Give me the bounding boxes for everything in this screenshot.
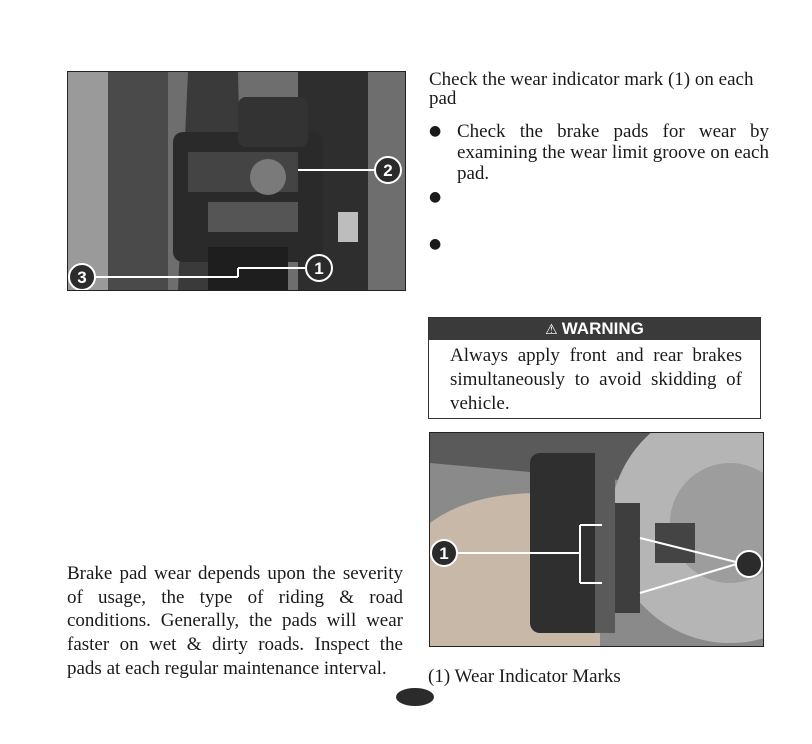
caliper-illustration: [68, 72, 405, 290]
bullet-icon: ●: [429, 123, 442, 139]
callout-1-label: 1: [439, 544, 449, 563]
figure-caption: (1) Wear Indicator Marks: [428, 666, 621, 687]
list-item: [429, 121, 769, 187]
page-number-badge: [396, 688, 434, 706]
bullet-text: Check the brake pads for wear by examining the wear limit groove on each pad.: [457, 121, 769, 184]
brake-wear-paragraph: Brake pad wear depends upon the severity of usage, the type of riding & road conditions. Generally, the pads will wear faster on wet & dirty roads. Inspect the pads at each regular maintenance interval.: [67, 563, 403, 679]
callout-2-label: 2: [383, 161, 393, 180]
list-item: [429, 187, 769, 234]
warning-title: WARNING: [561, 319, 644, 338]
warning-header: [429, 318, 760, 340]
intro-text: Check the wear indicator mark (1) on each pad: [429, 69, 754, 109]
bullet-icon: ●: [429, 189, 442, 205]
pad-illustration: [430, 433, 763, 646]
callout-2-marker: [375, 157, 401, 183]
bullet-list: [429, 121, 769, 255]
callout-3-marker: [69, 264, 95, 290]
callout-1-label: 1: [314, 259, 324, 278]
callout-1-marker: [306, 255, 332, 281]
wear-indicator-photo: [429, 432, 764, 647]
bullet-icon: ●: [429, 236, 442, 252]
callout-blank-marker: [736, 551, 762, 577]
callout-1-marker: [431, 540, 457, 566]
callout-3-label: 3: [77, 268, 87, 287]
brake-caliper-photo: [67, 71, 406, 291]
list-item: [429, 234, 769, 255]
warning-icon: ⚠: [545, 321, 558, 337]
warning-body: Always apply front and rear brakes simultaneously to avoid skidding of vehicle.: [450, 345, 742, 414]
warning-box: [428, 317, 761, 419]
